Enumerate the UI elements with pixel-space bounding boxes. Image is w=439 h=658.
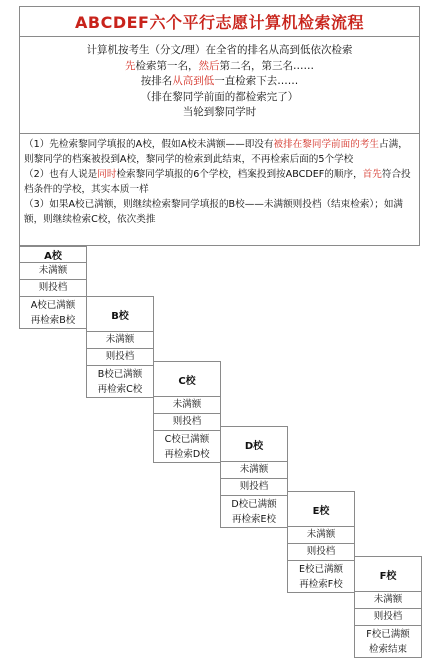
step-full-line-2: 再检索E校 <box>231 514 276 525</box>
step-action: 则投档 <box>288 543 354 560</box>
step-not-full: 未满额 <box>288 526 354 543</box>
intro-line-3-red: 从高到低 <box>172 75 215 87</box>
rule-2-red-simultaneous: 同时 <box>97 169 117 180</box>
rule-1 <box>24 137 415 167</box>
step-0 <box>19 246 87 329</box>
rule-2-text-b: 检索黎同学填报的6个学校，档案投到按ABCDEF的顺序， <box>116 169 363 180</box>
intro-line-2-text-b: 第二名，第三名…… <box>219 59 314 72</box>
step-4 <box>287 491 355 593</box>
step-not-full: 未满额 <box>221 461 287 478</box>
step-not-full: 未满额 <box>20 262 86 279</box>
step-5 <box>354 556 422 658</box>
step-full-line-2: 检索结束 <box>368 644 407 655</box>
step-full-line-1: B校已满额 <box>97 369 143 380</box>
step-full-line-2: 再检索F校 <box>299 579 343 590</box>
step-1 <box>86 296 154 398</box>
intro-line-5: 当轮到黎同学时 <box>182 106 257 118</box>
step-not-full: 未满额 <box>355 591 421 608</box>
step-action: 则投档 <box>154 413 220 430</box>
step-full-next <box>221 495 287 527</box>
intro-line-1: 计算机按考生（分文/理）在全省的排名从高到低依次检索 <box>86 44 353 56</box>
step-full-line-1: A校已满额 <box>30 300 76 311</box>
diagram-title: ABCDEF六个平行志愿计算机检索流程 <box>19 6 420 36</box>
rule-3: （3）如果A校已满额，则继续检索黎同学填报的B校——未满额则投档（结束检索）；如满额，则继续检索C校，依次类推 <box>24 199 404 225</box>
step-2 <box>153 361 221 463</box>
rule-1-red: 被排在黎同学前面的考生 <box>273 139 380 150</box>
step-full-line-2: 再检索B校 <box>30 315 76 326</box>
step-full-next <box>87 365 153 397</box>
step-not-full: 未满额 <box>87 331 153 348</box>
step-not-full: 未满额 <box>154 396 220 413</box>
rule-2-text-a: （2）也有人说是 <box>24 169 98 180</box>
step-full-next <box>20 296 86 328</box>
step-action: 则投档 <box>221 478 287 495</box>
rule-2-red-first: 首先 <box>362 169 382 180</box>
step-full-line-2: 再检索C校 <box>97 384 143 395</box>
intro-line-2-red-then: 然后 <box>198 59 220 72</box>
step-school-label: B校 <box>111 310 129 322</box>
step-full-next <box>355 625 421 657</box>
rule-1-text-b: 占满，则黎同学的档案被投到A校，黎同学的检索到此结束，不再检索后面的5个学校 <box>24 139 408 165</box>
step-full-line-2: 再检索D校 <box>164 449 210 460</box>
step-action: 则投档 <box>355 608 421 625</box>
step-school-label: E校 <box>312 505 330 517</box>
intro-line-2-red-first: 先 <box>125 59 136 72</box>
rules-panel <box>19 133 420 246</box>
step-full-line-1: F校已满额 <box>366 629 410 640</box>
step-full-line-1: C校已满额 <box>164 434 210 445</box>
rule-1-text-a: （1）先检索黎同学填报的A校，假如A校未满额——即没有 <box>24 139 274 150</box>
step-action: 则投档 <box>20 279 86 296</box>
step-full-next <box>288 560 354 592</box>
intro-line-3-text-b: 一直检索下去…… <box>214 75 299 87</box>
intro-line-2-text-a: 检索第一名， <box>135 59 199 72</box>
step-full-line-1: D校已满额 <box>231 499 277 510</box>
intro-line-4: （排在黎同学前面的都检索完了） <box>140 90 299 103</box>
intro-panel <box>19 36 420 134</box>
step-full-next <box>154 430 220 462</box>
intro-line-3 <box>20 74 419 90</box>
intro-line-2 <box>20 59 419 75</box>
step-school-label: D校 <box>244 440 264 452</box>
rule-2 <box>24 167 415 197</box>
step-school-label: A校 <box>44 251 62 262</box>
step-school-label: F校 <box>379 570 397 582</box>
step-full-line-1: E校已满额 <box>298 564 343 575</box>
step-action: 则投档 <box>87 348 153 365</box>
step-3 <box>220 426 288 528</box>
rule-2-text-c: 符合投档条件的学校，其实本质一样 <box>24 169 411 195</box>
step-school-label: C校 <box>178 375 196 387</box>
intro-line-3-text-a: 按排名 <box>140 75 173 87</box>
